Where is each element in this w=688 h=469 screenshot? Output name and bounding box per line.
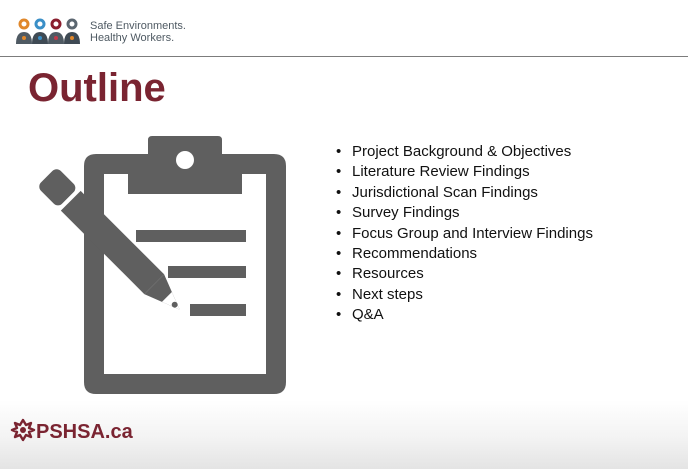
- list-item: • Resources: [336, 265, 424, 283]
- list-item: • Literature Review Findings: [336, 163, 530, 181]
- tagline-line-2: Healthy Workers.: [90, 32, 175, 44]
- list-item: • Next steps: [336, 285, 423, 303]
- header: [0, 0, 688, 56]
- list-item: • Recommendations: [336, 245, 478, 263]
- list-item: • Project Background & Objectives: [336, 143, 572, 160]
- outline-list: [334, 142, 593, 326]
- clipboard-pencil-icon: [36, 136, 296, 396]
- tagline-line-1: Safe Environments.: [90, 20, 186, 32]
- list-item: • Focus Group and Interview Findings: [336, 224, 593, 242]
- list-item: • Jurisdictional Scan Findings: [336, 183, 538, 201]
- tagline: [90, 20, 186, 44]
- list-item: • Q&A: [336, 306, 384, 324]
- slide-title: Outline: [28, 66, 166, 110]
- list-item: • Survey Findings: [336, 204, 460, 222]
- header-divider: [0, 56, 688, 57]
- people-logo-icon: [14, 16, 84, 48]
- pshsa-leaf-logo-icon: [10, 417, 36, 443]
- pshsa-brand: PSHSA.ca: [36, 421, 133, 443]
